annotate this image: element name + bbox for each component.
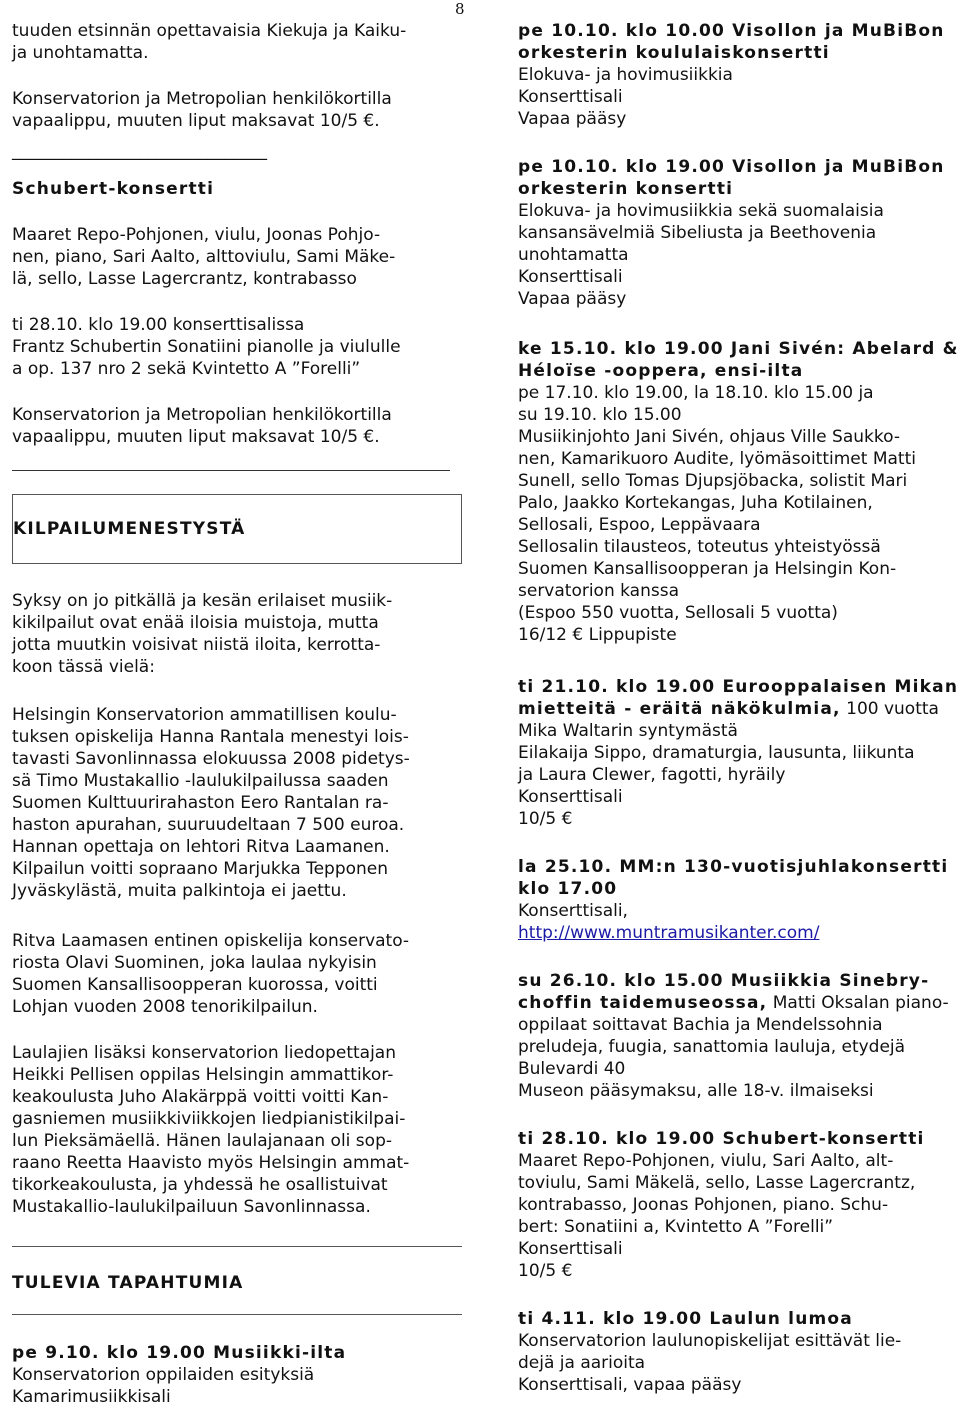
- section-box-bottom-border: [12, 1314, 462, 1315]
- event-heading: [518, 970, 929, 992]
- text-line: tavasti Savonlinnassa elokuussa 2008 pidetys-: [12, 749, 410, 769]
- event-heading-text: la 25.10. MM:n 130-vuotisjuhlakonsertti: [518, 857, 949, 877]
- text-line: Frantz Schubertin Sonatiini pianolle ja viululle: [12, 337, 401, 357]
- text-line: riosta Olavi Suominen, joka laulaa nykyisin: [12, 953, 377, 973]
- event-heading-text: ke 15.10. klo 19.00 Jani Sivén: Abelard &: [518, 339, 959, 359]
- event-detail-line: Eilakaija Sippo, dramaturgia, lausunta, liikunta: [518, 743, 915, 763]
- text-line: Maaret Repo-Pohjonen, viulu, Joonas Pohjo-: [12, 225, 381, 245]
- text-line: Ritva Laamasen entinen opiskelija konservato-: [12, 931, 410, 951]
- text-line: Helsingin Konservatorion ammatillisen koulu-: [12, 705, 397, 725]
- event-heading: [518, 676, 958, 698]
- event-detail-line: Maaret Repo-Pohjonen, viulu, Sari Aalto, alt-: [518, 1151, 894, 1171]
- event-detail-line: Elokuva- ja hovimusiikkia sekä suomalaisia: [518, 201, 884, 221]
- event-heading: [518, 42, 830, 64]
- text-line: Heikki Pellisen oppilas Helsingin ammattikor-: [12, 1065, 394, 1085]
- text-line: gasniemen musiikkiviikkojen liedpianistikilpai-: [12, 1109, 406, 1129]
- event-detail-line: dejä ja aarioita: [518, 1353, 646, 1373]
- left-column: [12, 0, 462, 1406]
- event-heading: [518, 1128, 925, 1150]
- text-line: nen, piano, Sari Aalto, alttoviulu, Sami Mäke-: [12, 247, 396, 267]
- event-heading-tail: 100 vuotta: [840, 699, 939, 719]
- event-detail-line: ja Laura Clewer, fagotti, hyräily: [518, 765, 786, 785]
- text-line: tuuden etsinnän opettavaisia Kiekuja ja Kaiku-: [12, 21, 407, 41]
- event-detail-line: Museon pääsymaksu, alle 18-v. ilmaiseksi: [518, 1081, 874, 1101]
- event-detail-line: pe 17.10. klo 19.00, la 18.10. klo 15.00 ja: [518, 383, 874, 403]
- event-heading-text: pe 10.10. klo 10.00 Visollon ja MuBiBon: [518, 21, 945, 41]
- event-detail-line: Konserttisali, vapaa pääsy: [518, 1375, 742, 1395]
- section-heading-schubert: Schubert-konsertti: [12, 179, 215, 199]
- text-line: Hannan opettaja on lehtori Ritva Laamanen.: [12, 837, 390, 857]
- section-box-kilpailumenestysta: [12, 494, 462, 564]
- event-detail-line: servatorion kanssa: [518, 581, 680, 601]
- event-detail-line: Konserttisali,: [518, 901, 628, 921]
- event-detail-line: Vapaa pääsy: [518, 289, 627, 309]
- event-heading: pe 9.10. klo 19.00 Musiikki-ilta: [12, 1343, 347, 1363]
- event-detail-line: 16/12 € Lippupiste: [518, 625, 677, 645]
- divider-underscores: ______________________________: [12, 141, 267, 161]
- text-line: ti 28.10. klo 19.00 konserttisalissa: [12, 315, 305, 335]
- event-detail-line: Vapaa pääsy: [518, 109, 627, 129]
- text-line: tikorkeakoulusta, ja yhdessä he osallistuivat: [12, 1175, 388, 1195]
- text-line: Kilpailun voitti sopraano Marjukka Tepponen: [12, 859, 389, 879]
- event-detail-line: Mika Waltarin syntymästä: [518, 721, 738, 741]
- section-heading: KILPAILUMENESTYSTÄ: [13, 519, 246, 539]
- text-line: vapaalippu, muuten liput maksavat 10/5 €.: [12, 111, 380, 131]
- event-detail-line: preludeja, fuugia, sanattomia lauluja, etydejä: [518, 1037, 906, 1057]
- event-heading-text: choffin taidemuseossa,: [518, 993, 768, 1013]
- event-detail-line: toviulu, Sami Mäkelä, sello, Lasse Lagercrantz,: [518, 1173, 916, 1193]
- event-detail-line: su 19.10. klo 15.00: [518, 405, 682, 425]
- event-heading-text: orkesterin konsertti: [518, 179, 734, 199]
- event-heading-text: ti 21.10. klo 19.00 Eurooppalaisen Mikan: [518, 677, 959, 697]
- event-detail-line: bert: Sonatiini a, Kvintetto A ”Forelli”: [518, 1217, 834, 1237]
- text-line: Syksy on jo pitkällä ja kesän erilaiset musiik-: [12, 591, 393, 611]
- event-heading-text: ti 4.11. klo 19.00 Laulun lumoa: [518, 1309, 853, 1329]
- text-line: Laulajien lisäksi konservatorion liedopettajan: [12, 1043, 397, 1063]
- event-heading-text: mietteitä - eräitä näkökulmia,: [518, 699, 841, 719]
- event-heading: [518, 856, 948, 878]
- section-box-top-border: [12, 1246, 462, 1247]
- event-detail-line: nen, Kamarikuoro Audite, lyömäsoittimet Matti: [518, 449, 916, 469]
- text-line: Kamarimusiikkisali: [12, 1387, 171, 1407]
- right-column: [518, 0, 958, 1406]
- text-line: raano Reetta Haavisto myös Helsingin ammat-: [12, 1153, 410, 1173]
- text-line: Konservatorion ja Metropolian henkilökortilla: [12, 89, 392, 109]
- event-detail-line: Musiikinjohto Jani Sivén, ohjaus Ville Saukko-: [518, 427, 900, 447]
- event-heading-text: su 26.10. klo 15.00 Musiikkia Sinebry-: [518, 971, 930, 991]
- event-heading: [518, 338, 959, 360]
- event-heading: [518, 360, 803, 382]
- event-detail-line: 10/5 €: [518, 809, 573, 829]
- text-line: tuksen opiskelija Hanna Rantala menestyi lois-: [12, 727, 409, 747]
- event-heading-text: ti 28.10. klo 19.00 Schubert-konsertti: [518, 1129, 925, 1149]
- text-line: lä, sello, Lasse Lagercrantz, kontrabasso: [12, 269, 357, 289]
- event-detail-line: Konserttisali: [518, 1239, 623, 1259]
- event-detail-line: Konserttisali: [518, 87, 623, 107]
- event-heading-text: klo 17.00: [518, 879, 618, 899]
- event-detail-line: unohtamatta: [518, 245, 629, 265]
- event-heading-text: orkesterin koululaiskonsertti: [518, 43, 830, 63]
- event-detail-line: Palo, Jaakko Kortekangas, Juha Kotilainen,: [518, 493, 873, 513]
- text-line: Jyväskylästä, muita palkintoja ei jaettu.: [12, 881, 347, 901]
- event-heading-text: Héloïse -ooppera, ensi-ilta: [518, 361, 804, 381]
- text-line: sä Timo Mustakallio -laulukilpailussa saaden: [12, 771, 389, 791]
- event-detail-line: Konserttisali: [518, 787, 623, 807]
- event-heading: [518, 178, 733, 200]
- event-heading-tail: Matti Oksalan piano-: [767, 993, 949, 1013]
- event-detail-line: Konserttisali: [518, 267, 623, 287]
- event-detail-line: 10/5 €: [518, 1261, 573, 1281]
- event-heading: [518, 698, 939, 720]
- event-link[interactable]: http://www.muntramusikanter.com/: [518, 923, 820, 943]
- event-detail-line: oppilaat soittavat Bachia ja Mendelssohnia: [518, 1015, 883, 1035]
- event-detail-line: Elokuva- ja hovimusiikkia: [518, 65, 733, 85]
- event-heading: [518, 20, 945, 42]
- text-line: Suomen Kulttuurirahaston Eero Rantalan ra-: [12, 793, 389, 813]
- text-line: Mustakallio-laulukilpailuun Savonlinnassa.: [12, 1197, 371, 1217]
- text-line: kikilpailut ovat enää iloisia muistoja, mutta: [12, 613, 379, 633]
- event-heading: [518, 878, 617, 900]
- text-line: koon tässä vielä:: [12, 657, 155, 677]
- event-detail-line: Suomen Kansallisoopperan ja Helsingin Kon-: [518, 559, 897, 579]
- text-line: Lohjan vuoden 2008 tenorikilpailun.: [12, 997, 318, 1017]
- text-line: haston apurahan, suuruudeltaan 7 500 euroa.: [12, 815, 405, 835]
- event-detail-line: Bulevardi 40: [518, 1059, 626, 1079]
- page-number: 8: [455, 0, 465, 18]
- event-heading: [518, 1308, 853, 1330]
- section-heading-tulevia: TULEVIA TAPAHTUMIA: [12, 1273, 244, 1293]
- horizontal-rule: [12, 470, 450, 471]
- event-heading-text: pe 10.10. klo 19.00 Visollon ja MuBiBon: [518, 157, 945, 177]
- text-line: Konservatorion oppilaiden esityksiä: [12, 1365, 315, 1385]
- text-line: a op. 137 nro 2 sekä Kvintetto A ”Forelli”: [12, 359, 361, 379]
- event-detail-line: Sellosali, Espoo, Leppävaara: [518, 515, 761, 535]
- event-detail-line: kansansävelmiä Sibeliusta ja Beethovenia: [518, 223, 877, 243]
- event-detail-line: Sellosalin tilausteos, toteutus yhteistyössä: [518, 537, 881, 557]
- text-line: keakoulusta Juho Alakärppä voitti voitti Kan-: [12, 1087, 389, 1107]
- event-detail-line: (Espoo 550 vuotta, Sellosali 5 vuotta): [518, 603, 838, 623]
- event-detail-line: kontrabasso, Joonas Pohjonen, piano. Schu-: [518, 1195, 889, 1215]
- event-detail-line: Sunell, sello Tomas Djupsjöbacka, solistit Mari: [518, 471, 908, 491]
- text-line: lun Pieksämäellä. Hänen laulajanaan oli sop-: [12, 1131, 392, 1151]
- text-line: vapaalippu, muuten liput maksavat 10/5 €.: [12, 427, 380, 447]
- event-detail-line: Konservatorion laulunopiskelijat esittävät lie-: [518, 1331, 902, 1351]
- text-line: ja unohtamatta.: [12, 43, 149, 63]
- event-heading: [518, 156, 945, 178]
- text-line: jotta muutkin voisivat niistä iloita, kerrotta-: [12, 635, 381, 655]
- text-line: Suomen Kansallisoopperan kuorossa, voitti: [12, 975, 378, 995]
- text-line: Konservatorion ja Metropolian henkilökortilla: [12, 405, 392, 425]
- event-heading: [518, 992, 949, 1014]
